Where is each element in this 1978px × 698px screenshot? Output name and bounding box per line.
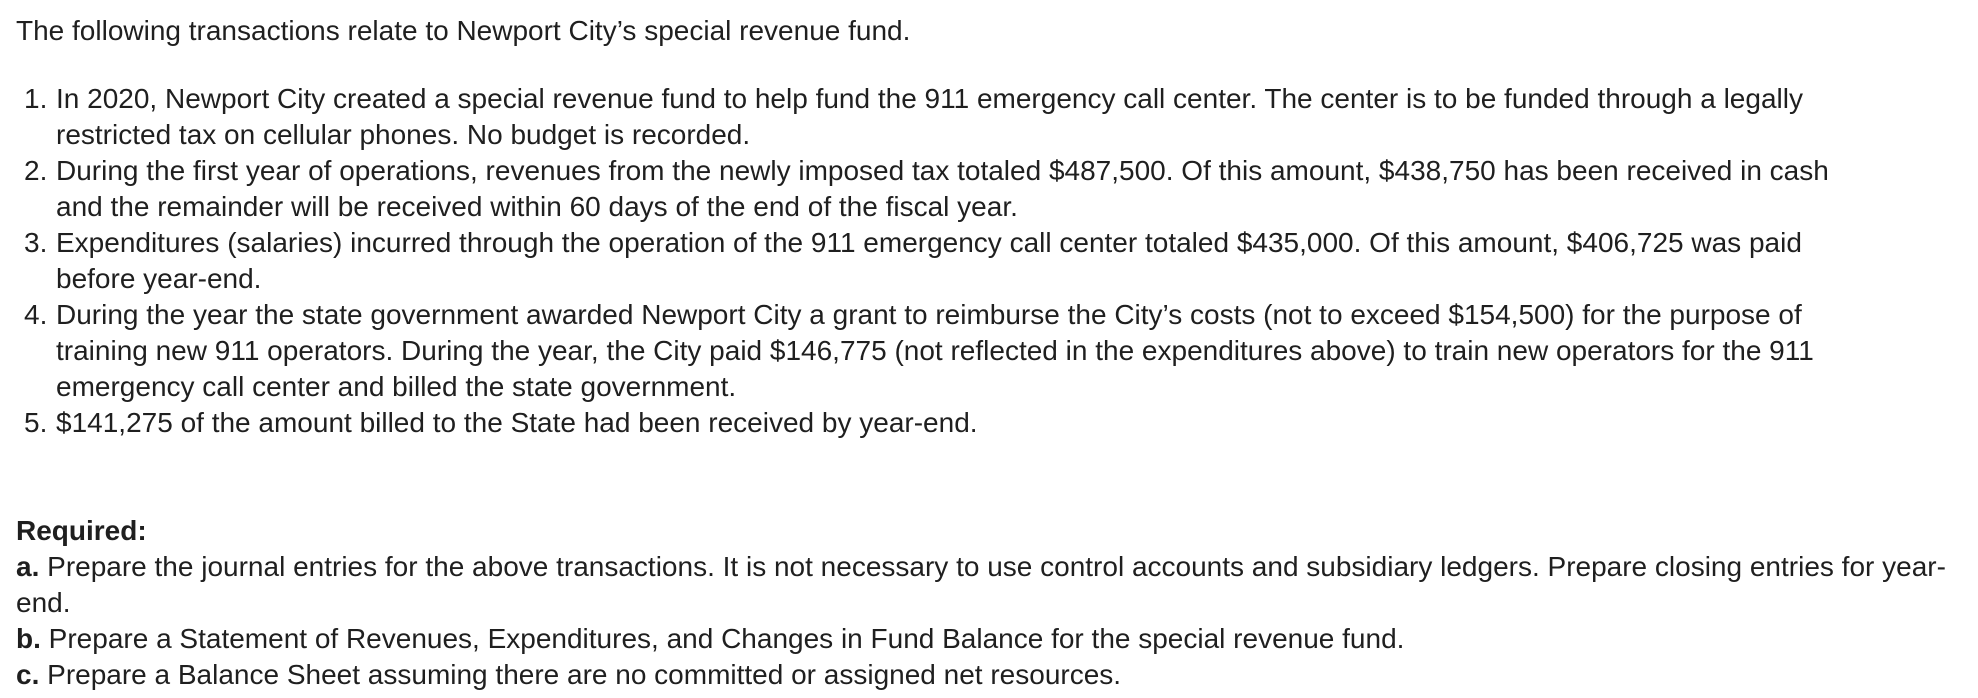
required-item-c xyxy=(16,657,1962,693)
transaction-item xyxy=(16,81,1866,153)
transaction-number: 3. xyxy=(24,227,48,258)
required-letter: c. xyxy=(16,659,40,690)
required-letter: b. xyxy=(16,623,41,654)
required-section xyxy=(16,513,1962,693)
transaction-text: During the year the state government awarded Newport City a grant to reimburse the City’s costs (not to exceed $154,500) for the purpose of training new 911 operators. During the year, the City paid $146,775 (not reflected in the expenditures above) to train new operators for the 911 emergency call center and billed the state government. xyxy=(56,299,1814,402)
transaction-item xyxy=(16,225,1866,297)
transaction-number: 5. xyxy=(24,407,48,438)
transaction-text: During the first year of operations, revenues from the newly imposed tax totaled $487,500. Of this amount, $438,750 has been received in cash and the remainder will be received within 60 days of the end of the fiscal year. xyxy=(56,155,1829,222)
transaction-number: 1. xyxy=(24,83,48,114)
required-text: Prepare a Balance Sheet assuming there are no committed or assigned net resources. xyxy=(39,659,1122,690)
required-text: Prepare the journal entries for the above transactions. It is not necessary to use control accounts and subsidiary ledgers. Prepare closing entries for year-end. xyxy=(16,551,1946,618)
required-heading: Required: xyxy=(16,515,147,546)
intro-text: The following transactions relate to Newport City’s special revenue fund. xyxy=(16,15,911,46)
transaction-item xyxy=(16,405,1866,441)
required-letter: a. xyxy=(16,551,40,582)
required-text: Prepare a Statement of Revenues, Expenditures, and Changes in Fund Balance for the special revenue fund. xyxy=(40,623,1405,654)
transaction-text: Expenditures (salaries) incurred through the operation of the 911 emergency call center totaled $435,000. Of this amount, $406,725 was paid before year-end. xyxy=(56,227,1802,294)
transaction-text: In 2020, Newport City created a special revenue fund to help fund the 911 emergency call center. The center is to be funded through a legally restricted tax on cellular phones. No budget is recorded. xyxy=(56,83,1803,150)
transaction-text: $141,275 of the amount billed to the State had been received by year-end. xyxy=(56,407,978,438)
transaction-item xyxy=(16,153,1866,225)
required-item-b xyxy=(16,621,1962,657)
transaction-number: 2. xyxy=(24,155,48,186)
required-item-a xyxy=(16,549,1962,621)
transaction-list xyxy=(16,81,1866,441)
transaction-item xyxy=(16,297,1866,405)
transaction-number: 4. xyxy=(24,299,48,330)
